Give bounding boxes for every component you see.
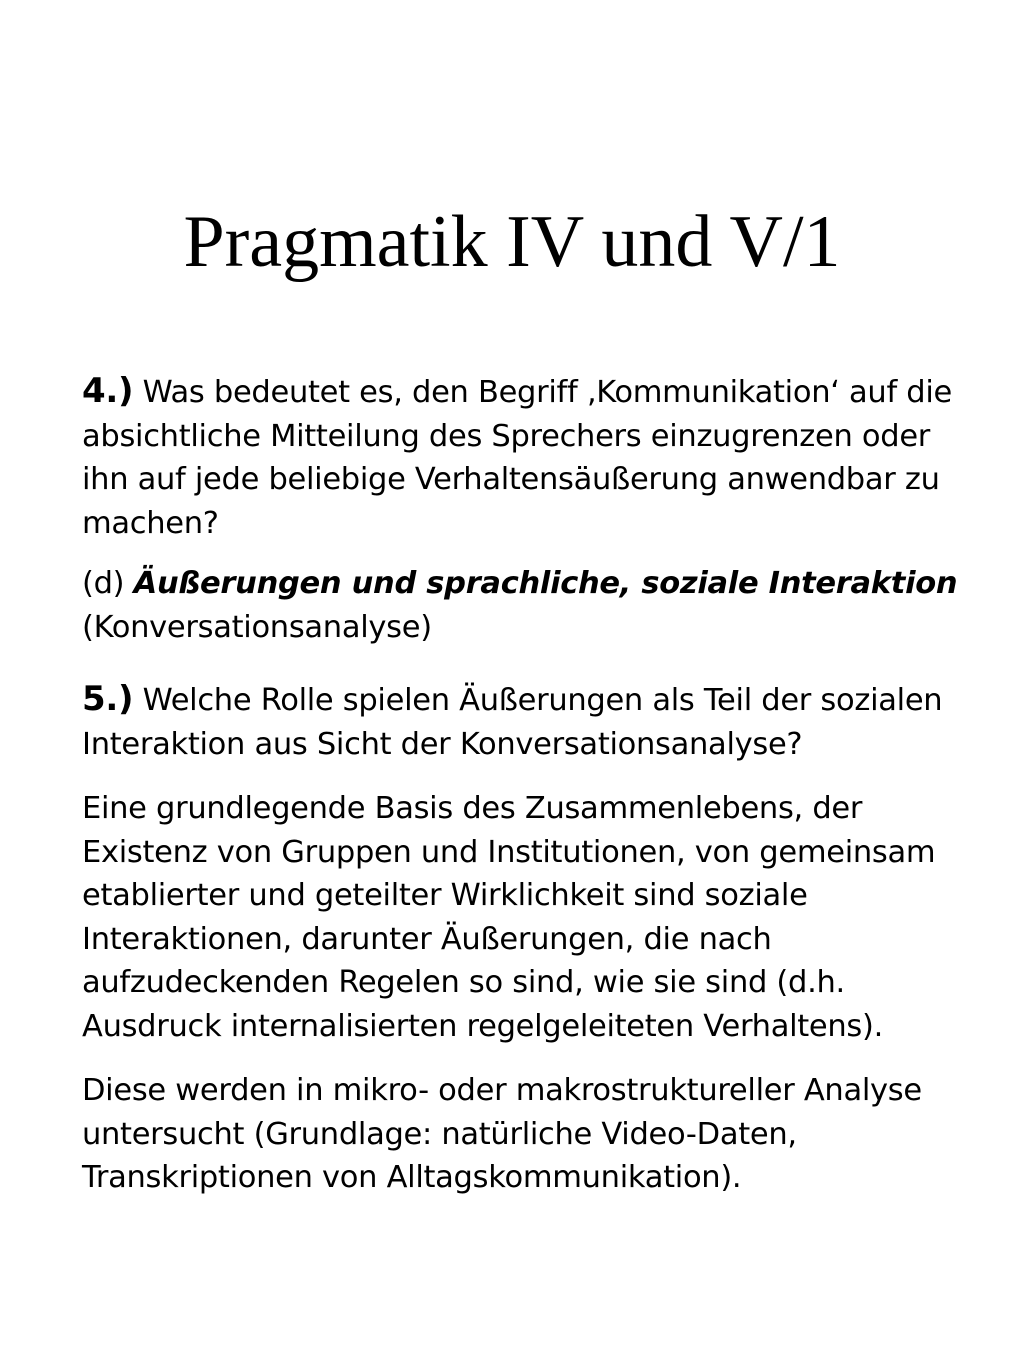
question-5-number: 5.) <box>82 679 134 719</box>
slide-title: Pragmatik IV und V/1 <box>183 201 841 283</box>
answer-5-paragraph-2: Diese werden in mikro- oder makrostruktureller Analyse untersucht (Grundlage: natürliche Video-Daten, Transkriptionen von Alltagskommunikation). <box>82 1073 922 1195</box>
answer-5-paragraph-1: Eine grundlegende Basis des Zusammenlebens, der Existenz von Gruppen und Institutionen, von gemeinsam etablierter und geteilter Wirklichkeit sind soziale Interaktionen, darunter Äußerungen, die nach aufzudeckenden Regelen so sind, wie sie sind (d.h. Ausdruck internalisierten regelgeleiteten Verhaltens). <box>82 791 936 1044</box>
section-d-subtitle: (Konversationsanalyse) <box>82 609 432 645</box>
question-5-text: Welche Rolle spielen Äußerungen als Teil der sozialen Interaktion aus Sicht der Konversationsanalyse? <box>82 683 943 762</box>
question-4-number: 4.) <box>82 371 134 411</box>
slide-content <box>82 370 962 1200</box>
section-d <box>82 562 962 649</box>
question-4-text: Was bedeutet es, den Begriff ‚Kommunikation‘ auf die absichtliche Mitteilung des Sprechers einzugrenzen oder ihn auf jede beliebige Verhaltensäußerung anwendbar zu machen? <box>82 375 952 541</box>
question-4 <box>82 370 962 545</box>
section-d-heading: Äußerungen und sprachliche, soziale Interaktion <box>133 566 958 601</box>
section-d-label: (d) <box>82 566 125 601</box>
question-5 <box>82 678 962 766</box>
